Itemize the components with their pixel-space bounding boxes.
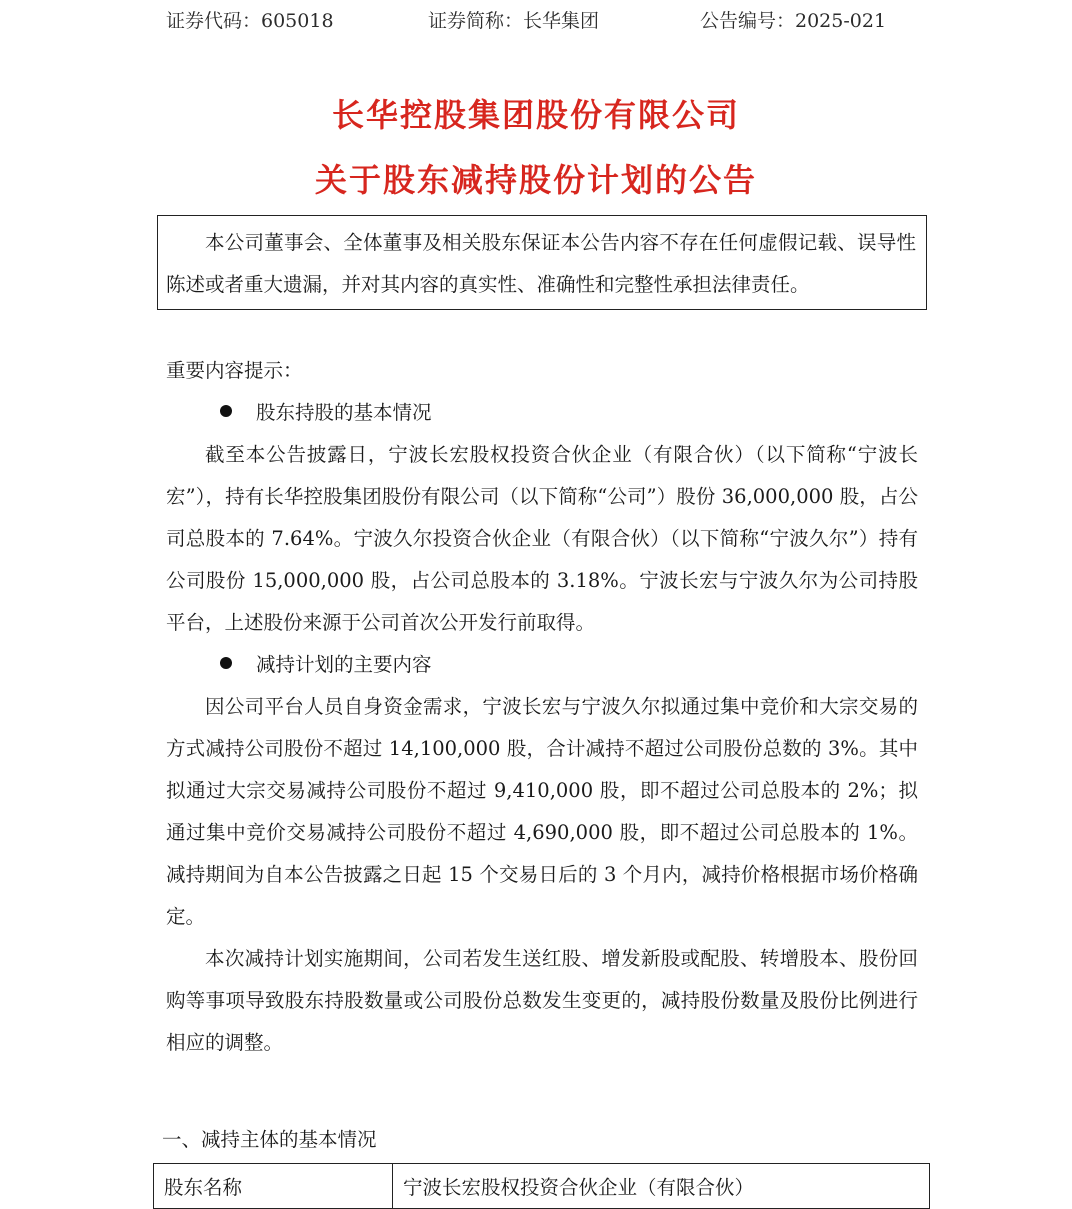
stock-abbreviation: 证券简称：长华集团 (428, 10, 600, 32)
section-heading: 一、减持主体的基本情况 (162, 1128, 377, 1151)
bullet-shareholding-label: 股东持股的基本情况 (256, 401, 432, 424)
bullet-dot-icon (220, 405, 232, 417)
company-title: 长华控股集团股份有限公司 (331, 96, 740, 134)
disclaimer-text: 本公司董事会、全体董事及相关股东保证本公告内容不存在任何虚假记载、误导性陈述或者重大遗漏，并对其内容的真实性、准确性和完整性承担法律责任。 (166, 231, 916, 296)
document-header (0, 6, 1072, 30)
shareholder-name-value: 宁波长宏股权投资合伙企业（有限合伙） (393, 1164, 930, 1209)
shareholder-name-label: 股东名称 (154, 1164, 393, 1209)
reduction-plan-paragraph: 因公司平台人员自身资金需求，宁波长宏与宁波久尔拟通过集中竞价和大宗交易的方式减持公司股份不超过 14,100,000 股，合计减持不超过公司股份总数的 3%。其中拟通过大宗交易减持公司股份不超过 9,410,000 股，即不超过公司总股本的 2%；拟通过集中竞价交易减持公司股份不超过 4,690,000 股，即不超过公司总股本的 1%。减持期间为自本公告披露之日起 15 个交易日后的 3 个月内，减持价格根据市场价格确定。 (166, 695, 918, 928)
bullet-dot-icon (220, 657, 232, 669)
stock-code: 证券代码：605018 (166, 10, 334, 32)
disclaimer-box (157, 215, 927, 310)
bullet-shareholding (166, 392, 918, 434)
announcement-title: 关于股东减持股份计划的公告 (314, 161, 757, 199)
announcement-number: 公告编号：2025-021 (700, 10, 887, 32)
shareholding-paragraph: 截至本公告披露日，宁波长宏股权投资合伙企业（有限合伙）（以下简称“宁波长宏”），持有长华控股集团股份有限公司（以下简称“公司”）股份 36,000,000 股，占公司总股本的 7.64%。宁波久尔投资合伙企业（有限合伙）（以下简称“宁波久尔”）持有公司股份 15,000,000 股，占公司总股本的 3.18%。宁波长宏与宁波久尔为公司持股平台，上述股份来源于公司首次公开发行前取得。 (166, 443, 918, 634)
table-row (154, 1164, 930, 1209)
bullet-reduction-plan (166, 644, 918, 686)
bullet-reduction-plan-label: 减持计划的主要内容 (256, 653, 432, 676)
adjustment-paragraph: 本次减持计划实施期间，公司若发生送红股、增发新股或配股、转增股本、股份回购等事项导致股东持股数量或公司股份总数发生变更的，减持股份数量及股份比例进行相应的调整。 (166, 947, 918, 1054)
summary-heading: 重要内容提示： (166, 359, 303, 382)
announcement-body (166, 350, 918, 1064)
shareholder-info-table (153, 1163, 930, 1209)
